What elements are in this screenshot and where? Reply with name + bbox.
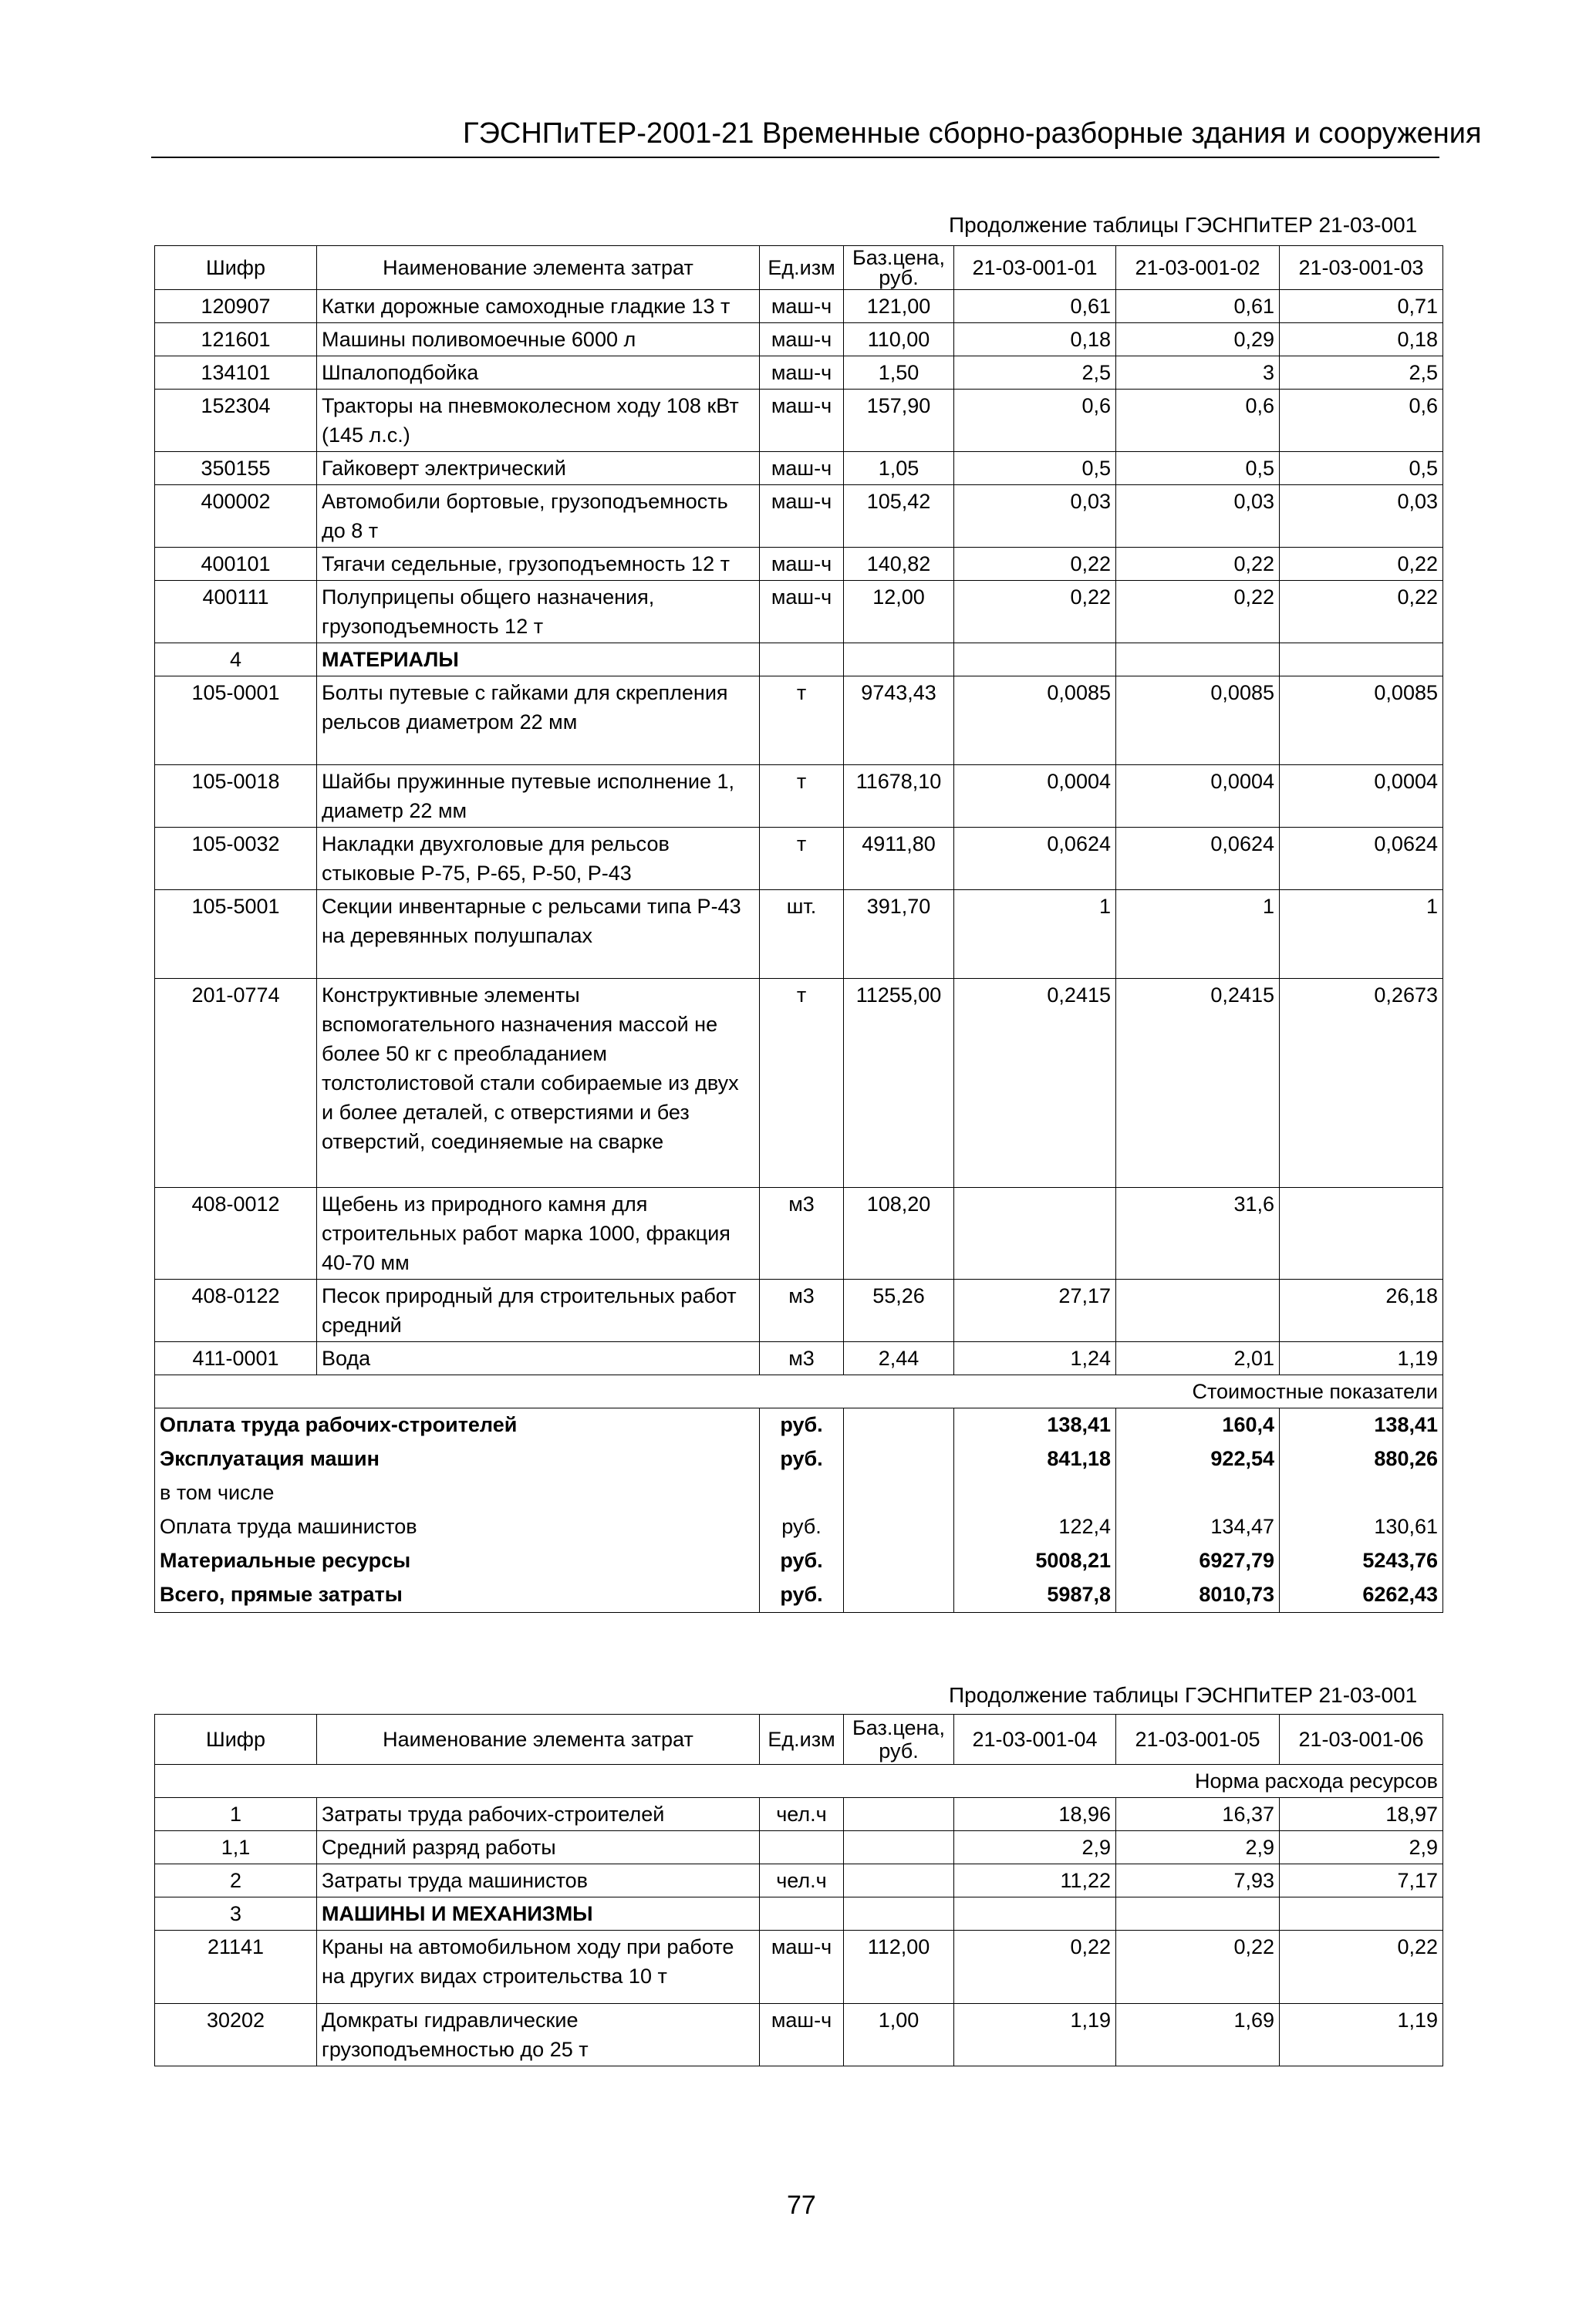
row-base-price [844, 1831, 954, 1864]
row-value-3 [1280, 643, 1443, 676]
column-header-name: Наименование элемента затрат [317, 246, 760, 290]
row-unit [760, 643, 844, 676]
row-value-1: 0,18 [954, 323, 1116, 356]
row-value-1 [954, 1897, 1116, 1931]
summary-price-empty [844, 1544, 954, 1578]
table-row [155, 323, 1443, 356]
column-header-price: Баз.цена, руб. [844, 1715, 954, 1765]
row-base-price: 121,00 [844, 290, 954, 323]
row-base-price: 11678,10 [844, 765, 954, 828]
column-header-price: Баз.цена, руб. [844, 246, 954, 290]
row-code: 408-0012 [155, 1188, 317, 1280]
row-unit: м3 [760, 1188, 844, 1280]
row-value-3: 0,2673 [1280, 979, 1443, 1188]
row-unit: маш-ч [760, 452, 844, 485]
summary-unit [760, 1476, 844, 1510]
row-code: 134101 [155, 356, 317, 390]
row-name: Шпалоподбойка [317, 356, 760, 390]
column-header-code: Шифр [155, 1715, 317, 1765]
row-value-3: 0,5 [1280, 452, 1443, 485]
row-value-2: 16,37 [1116, 1798, 1280, 1831]
row-unit: м3 [760, 1280, 844, 1342]
row-value-3: 2,5 [1280, 356, 1443, 390]
row-base-price: 110,00 [844, 323, 954, 356]
row-base-price [844, 643, 954, 676]
row-name: Гайковерт электрический [317, 452, 760, 485]
row-value-2: 3 [1116, 356, 1280, 390]
summary-label: в том числе [155, 1476, 760, 1510]
summary-value-3: 6262,43 [1280, 1578, 1443, 1613]
table-row [155, 2004, 1443, 2066]
summary-label: Материальные ресурсы [155, 1544, 760, 1578]
row-value-3: 0,18 [1280, 323, 1443, 356]
summary-row [155, 1510, 1443, 1544]
row-value-1: 1,24 [954, 1342, 1116, 1375]
column-header-unit: Ед.изм [760, 246, 844, 290]
table2-body [155, 1765, 1443, 2066]
row-base-price: 112,00 [844, 1931, 954, 2004]
row-value-3: 0,0004 [1280, 765, 1443, 828]
summary-value-2 [1116, 1476, 1280, 1510]
row-unit: маш-ч [760, 1931, 844, 2004]
row-name: Накладки двухголовые для рельсов стыковые Р-75, Р-65, Р-50, Р-43 [317, 828, 760, 890]
row-value-2: 2,01 [1116, 1342, 1280, 1375]
table-row [155, 1280, 1443, 1342]
row-code: 400002 [155, 485, 317, 548]
table-row [155, 890, 1443, 979]
row-code: 4 [155, 643, 317, 676]
summary-value-1: 138,41 [954, 1408, 1116, 1443]
summary-value-2: 134,47 [1116, 1510, 1280, 1544]
row-value-2: 1,69 [1116, 2004, 1280, 2066]
summary-row [155, 1408, 1443, 1443]
summary-row [155, 1544, 1443, 1578]
row-code: 105-0018 [155, 765, 317, 828]
table-row [155, 581, 1443, 643]
row-name: Затраты труда машинистов [317, 1864, 760, 1897]
row-value-2: 0,29 [1116, 323, 1280, 356]
column-header-norm-04: 21-03-001-04 [954, 1715, 1116, 1765]
row-value-3: 2,9 [1280, 1831, 1443, 1864]
row-name: Болты путевые с гайками для скрепления рельсов диаметром 22 мм [317, 676, 760, 765]
row-value-1 [954, 1188, 1116, 1280]
column-header-norm-06: 21-03-001-06 [1280, 1715, 1443, 1765]
summary-value-1: 841,18 [954, 1442, 1116, 1476]
norm-label: Норма расхода ресурсов [155, 1765, 1443, 1798]
column-header-norm-01: 21-03-001-01 [954, 246, 1116, 290]
indicators-row [155, 1375, 1443, 1408]
summary-price-empty [844, 1476, 954, 1510]
row-value-3: 0,6 [1280, 390, 1443, 452]
summary-label: Оплата труда машинистов [155, 1510, 760, 1544]
row-value-1: 2,5 [954, 356, 1116, 390]
row-value-1: 0,22 [954, 1931, 1116, 2004]
row-name: Секции инвентарные с рельсами типа Р-43 на деревянных полушпалах [317, 890, 760, 979]
section-heading: МАШИНЫ И МЕХАНИЗМЫ [317, 1897, 760, 1931]
page-number: 77 [787, 2191, 816, 2220]
summary-value-3: 130,61 [1280, 1510, 1443, 1544]
summary-row [155, 1578, 1443, 1613]
row-unit: чел.ч [760, 1864, 844, 1897]
norm-row [155, 1765, 1443, 1798]
row-code: 408-0122 [155, 1280, 317, 1342]
row-value-3: 0,22 [1280, 548, 1443, 581]
row-code: 30202 [155, 2004, 317, 2066]
table-row [155, 1188, 1443, 1280]
row-code: 105-5001 [155, 890, 317, 979]
row-unit: маш-ч [760, 581, 844, 643]
row-unit: т [760, 765, 844, 828]
summary-value-1: 5987,8 [954, 1578, 1116, 1613]
row-value-2: 0,6 [1116, 390, 1280, 452]
row-value-1: 0,6 [954, 390, 1116, 452]
row-code: 400101 [155, 548, 317, 581]
page-header-title: ГЭСНПиТЕР-2001-21 Временные сборно-разборные здания и сооружения [463, 117, 1482, 150]
row-unit: маш-ч [760, 2004, 844, 2066]
row-base-price: 55,26 [844, 1280, 954, 1342]
row-base-price: 105,42 [844, 485, 954, 548]
row-value-1: 1,19 [954, 2004, 1116, 2066]
summary-value-1 [954, 1476, 1116, 1510]
row-value-1: 0,22 [954, 548, 1116, 581]
row-unit: маш-ч [760, 548, 844, 581]
table-row [155, 1931, 1443, 2004]
row-name: Щебень из природного камня для строительных работ марка 1000, фракция 40-70 мм [317, 1188, 760, 1280]
row-value-3 [1280, 1188, 1443, 1280]
row-value-2: 0,5 [1116, 452, 1280, 485]
row-base-price: 9743,43 [844, 676, 954, 765]
summary-value-2: 6927,79 [1116, 1544, 1280, 1578]
row-value-3: 7,17 [1280, 1864, 1443, 1897]
summary-unit: руб. [760, 1578, 844, 1613]
indicators-label: Стоимостные показатели [155, 1375, 1443, 1408]
row-code: 152304 [155, 390, 317, 452]
row-value-2: 0,2415 [1116, 979, 1280, 1188]
row-unit: т [760, 676, 844, 765]
column-header-unit: Ед.изм [760, 1715, 844, 1765]
row-name: Затраты труда рабочих-строителей [317, 1798, 760, 1831]
row-value-3 [1280, 1897, 1443, 1931]
summary-row [155, 1476, 1443, 1510]
row-code: 105-0032 [155, 828, 317, 890]
row-code: 2 [155, 1864, 317, 1897]
row-value-1: 0,5 [954, 452, 1116, 485]
row-code: 105-0001 [155, 676, 317, 765]
row-value-3: 1 [1280, 890, 1443, 979]
table-row [155, 1864, 1443, 1897]
row-value-3: 1,19 [1280, 2004, 1443, 2066]
row-value-2 [1116, 643, 1280, 676]
row-name: Шайбы пружинные путевые исполнение 1, диаметр 22 мм [317, 765, 760, 828]
table1-caption: Продолжение таблицы ГЭСНПиТЕР 21-03-001 [949, 213, 1418, 237]
row-value-2: 7,93 [1116, 1864, 1280, 1897]
row-unit: т [760, 828, 844, 890]
row-value-3: 0,22 [1280, 1931, 1443, 2004]
row-base-price [844, 1798, 954, 1831]
row-value-1: 0,22 [954, 581, 1116, 643]
row-base-price: 1,50 [844, 356, 954, 390]
row-name: Тракторы на пневмоколесном ходу 108 кВт (145 л.с.) [317, 390, 760, 452]
summary-value-3: 5243,76 [1280, 1544, 1443, 1578]
row-value-2 [1116, 1897, 1280, 1931]
table2-caption: Продолжение таблицы ГЭСНПиТЕР 21-03-001 [949, 1683, 1418, 1707]
summary-value-2: 8010,73 [1116, 1578, 1280, 1613]
row-value-2 [1116, 1280, 1280, 1342]
row-value-1: 18,96 [954, 1798, 1116, 1831]
summary-value-1: 122,4 [954, 1510, 1116, 1544]
row-value-2: 2,9 [1116, 1831, 1280, 1864]
summary-row [155, 1442, 1443, 1476]
header-rule [151, 157, 1439, 158]
row-unit: чел.ч [760, 1798, 844, 1831]
row-base-price: 1,05 [844, 452, 954, 485]
row-unit: маш-ч [760, 485, 844, 548]
row-value-1: 27,17 [954, 1280, 1116, 1342]
row-base-price [844, 1897, 954, 1931]
row-unit [760, 1831, 844, 1864]
row-name: Вода [317, 1342, 760, 1375]
row-unit: т [760, 979, 844, 1188]
resource-table-1 [154, 245, 1443, 1613]
row-value-2: 0,0624 [1116, 828, 1280, 890]
summary-value-3: 880,26 [1280, 1442, 1443, 1476]
row-base-price: 1,00 [844, 2004, 954, 2066]
row-base-price: 12,00 [844, 581, 954, 643]
summary-unit: руб. [760, 1544, 844, 1578]
row-unit: маш-ч [760, 356, 844, 390]
row-name: Краны на автомобильном ходу при работе на других видах строительства 10 т [317, 1931, 760, 2004]
row-name: Песок природный для строительных работ средний [317, 1280, 760, 1342]
row-base-price: 391,70 [844, 890, 954, 979]
row-value-1 [954, 643, 1116, 676]
row-name: Домкраты гидравлические грузоподъемностью до 25 т [317, 2004, 760, 2066]
summary-value-3 [1280, 1476, 1443, 1510]
summary-price-empty [844, 1442, 954, 1476]
row-code: 1 [155, 1798, 317, 1831]
summary-value-2: 160,4 [1116, 1408, 1280, 1443]
summary-price-empty [844, 1578, 954, 1613]
row-value-2: 0,22 [1116, 581, 1280, 643]
summary-label: Всего, прямые затраты [155, 1578, 760, 1613]
column-header-name: Наименование элемента затрат [317, 1715, 760, 1765]
table-row [155, 643, 1443, 676]
summary-unit: руб. [760, 1408, 844, 1443]
row-value-2: 0,0085 [1116, 676, 1280, 765]
row-code: 3 [155, 1897, 317, 1931]
table-row [155, 1342, 1443, 1375]
table1-body [155, 290, 1443, 1613]
summary-value-2: 922,54 [1116, 1442, 1280, 1476]
row-base-price: 11255,00 [844, 979, 954, 1188]
row-value-3: 0,03 [1280, 485, 1443, 548]
row-value-2: 0,61 [1116, 290, 1280, 323]
row-code: 350155 [155, 452, 317, 485]
row-value-1: 0,0004 [954, 765, 1116, 828]
column-header-code: Шифр [155, 246, 317, 290]
row-name: Средний разряд работы [317, 1831, 760, 1864]
row-base-price: 108,20 [844, 1188, 954, 1280]
row-name: Автомобили бортовые, грузоподъемность до 8 т [317, 485, 760, 548]
row-base-price: 140,82 [844, 548, 954, 581]
row-unit: маш-ч [760, 390, 844, 452]
table-row [155, 765, 1443, 828]
row-code: 411-0001 [155, 1342, 317, 1375]
row-value-1: 0,61 [954, 290, 1116, 323]
summary-value-1: 5008,21 [954, 1544, 1116, 1578]
summary-price-empty [844, 1408, 954, 1443]
row-value-1: 0,0624 [954, 828, 1116, 890]
row-value-2: 0,03 [1116, 485, 1280, 548]
resource-table-2 [154, 1714, 1443, 2066]
summary-label: Оплата труда рабочих-строителей [155, 1408, 760, 1443]
table-row [155, 1831, 1443, 1864]
section-heading: МАТЕРИАЛЫ [317, 643, 760, 676]
row-value-2: 31,6 [1116, 1188, 1280, 1280]
row-name: Конструктивные элементы вспомогательного назначения массой не более 50 кг с преобладанием толстолистовой стали собираемые из двух и более деталей, с отверстиями и без отверстий, соединяемые на сварке [317, 979, 760, 1188]
summary-unit: руб. [760, 1442, 844, 1476]
row-base-price: 2,44 [844, 1342, 954, 1375]
row-code: 1,1 [155, 1831, 317, 1864]
summary-label: Эксплуатация машин [155, 1442, 760, 1476]
row-value-2: 0,22 [1116, 1931, 1280, 2004]
column-header-norm-02: 21-03-001-02 [1116, 246, 1280, 290]
row-unit: маш-ч [760, 323, 844, 356]
row-base-price: 4911,80 [844, 828, 954, 890]
row-name: Полуприцепы общего назначения, грузоподъемность 12 т [317, 581, 760, 643]
row-value-3: 0,0085 [1280, 676, 1443, 765]
row-code: 121601 [155, 323, 317, 356]
row-value-1: 1 [954, 890, 1116, 979]
row-value-1: 0,0085 [954, 676, 1116, 765]
row-unit: маш-ч [760, 290, 844, 323]
row-value-1: 0,03 [954, 485, 1116, 548]
table-row [155, 390, 1443, 452]
row-unit [760, 1897, 844, 1931]
row-code: 120907 [155, 290, 317, 323]
table-row [155, 452, 1443, 485]
table-row [155, 676, 1443, 765]
row-name: Тягачи седельные, грузоподъемность 12 т [317, 548, 760, 581]
row-name: Машины поливомоечные 6000 л [317, 323, 760, 356]
column-header-norm-03: 21-03-001-03 [1280, 246, 1443, 290]
table-row [155, 979, 1443, 1188]
summary-unit: руб. [760, 1510, 844, 1544]
table-row [155, 356, 1443, 390]
table-row [155, 548, 1443, 581]
table-row [155, 290, 1443, 323]
row-value-1: 11,22 [954, 1864, 1116, 1897]
row-unit: шт. [760, 890, 844, 979]
row-value-2: 0,0004 [1116, 765, 1280, 828]
row-value-3: 0,0624 [1280, 828, 1443, 890]
row-value-1: 0,2415 [954, 979, 1116, 1188]
row-value-1: 2,9 [954, 1831, 1116, 1864]
row-code: 201-0774 [155, 979, 317, 1188]
summary-value-3: 138,41 [1280, 1408, 1443, 1443]
row-value-3: 18,97 [1280, 1798, 1443, 1831]
column-header-norm-05: 21-03-001-05 [1116, 1715, 1280, 1765]
row-base-price: 157,90 [844, 390, 954, 452]
table-row [155, 485, 1443, 548]
row-value-3: 0,22 [1280, 581, 1443, 643]
row-name: Катки дорожные самоходные гладкие 13 т [317, 290, 760, 323]
row-value-2: 1 [1116, 890, 1280, 979]
row-code: 21141 [155, 1931, 317, 2004]
row-unit: м3 [760, 1342, 844, 1375]
row-value-2: 0,22 [1116, 548, 1280, 581]
table-row [155, 828, 1443, 890]
row-value-3: 1,19 [1280, 1342, 1443, 1375]
row-value-3: 0,71 [1280, 290, 1443, 323]
row-base-price [844, 1864, 954, 1897]
table-row [155, 1897, 1443, 1931]
summary-price-empty [844, 1510, 954, 1544]
row-code: 400111 [155, 581, 317, 643]
table-row [155, 1798, 1443, 1831]
row-value-3: 26,18 [1280, 1280, 1443, 1342]
